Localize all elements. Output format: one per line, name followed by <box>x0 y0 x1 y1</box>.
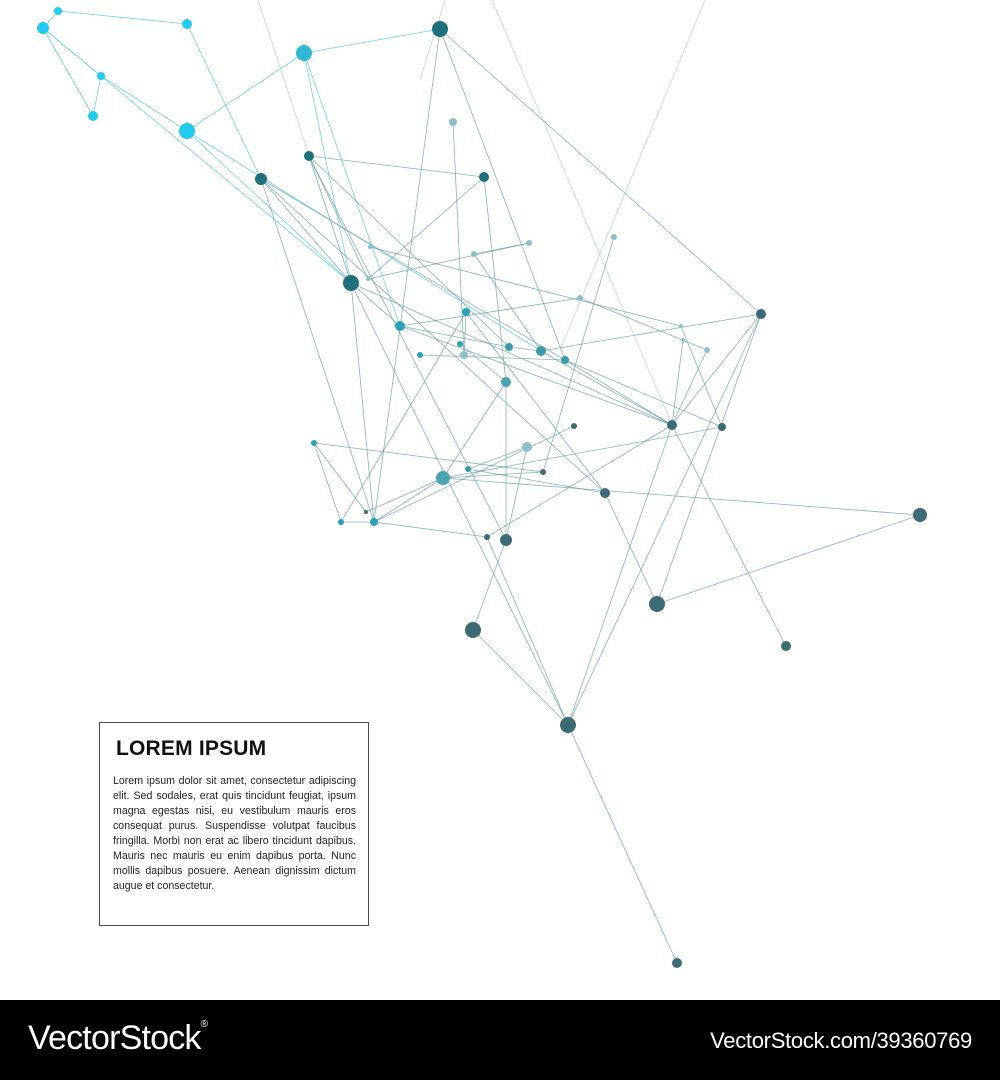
network-node <box>465 622 481 638</box>
network-edge <box>506 447 527 540</box>
network-edge <box>568 314 761 725</box>
network-edge <box>374 478 443 522</box>
network-edge <box>605 493 657 604</box>
network-edge <box>453 122 464 355</box>
network-node <box>704 347 710 353</box>
network-edge <box>672 425 786 646</box>
network-node <box>88 111 98 121</box>
network-node <box>370 518 378 526</box>
network-node <box>672 958 682 968</box>
network-node <box>681 338 685 342</box>
network-node <box>465 466 471 472</box>
network-edge <box>304 29 440 53</box>
text-box-title: LOREM IPSUM <box>116 737 267 760</box>
network-node <box>484 534 490 540</box>
network-node <box>97 72 105 80</box>
network-node <box>296 45 312 61</box>
network-node <box>255 173 267 185</box>
network-node <box>649 596 665 612</box>
network-node <box>449 118 457 126</box>
brand-logo <box>28 1019 207 1058</box>
network-edge <box>314 443 341 522</box>
network-node <box>522 442 532 452</box>
network-node <box>395 321 405 331</box>
network-node <box>479 172 489 182</box>
network-node <box>343 275 359 291</box>
network-node <box>460 351 468 359</box>
network-edge <box>468 447 527 469</box>
network-edge <box>370 247 681 326</box>
network-edge <box>101 76 187 131</box>
network-node <box>37 22 49 34</box>
network-node <box>540 469 546 475</box>
network-edge <box>309 156 506 540</box>
network-edge <box>309 156 509 347</box>
network-node <box>781 641 791 651</box>
network-edge <box>58 11 187 24</box>
network-edge <box>309 156 368 279</box>
network-node <box>913 508 927 522</box>
network-edge <box>568 425 672 725</box>
network-edge <box>187 131 541 351</box>
network-node <box>179 123 195 139</box>
network-edge <box>420 0 445 80</box>
network-node <box>54 7 62 15</box>
network-edge <box>492 0 672 425</box>
network-node <box>526 240 532 246</box>
network-edge <box>43 28 93 116</box>
network-edge <box>187 53 304 131</box>
network-edge <box>258 0 351 283</box>
network-node <box>364 510 368 514</box>
network-edge <box>341 312 466 522</box>
network-edge <box>93 76 101 116</box>
network-node <box>571 423 577 429</box>
network-edge <box>309 156 484 177</box>
network-edge <box>487 537 568 725</box>
network-edge <box>304 53 351 283</box>
network-node <box>457 341 463 347</box>
network-node <box>611 234 617 240</box>
network-edge <box>657 515 920 604</box>
network-node <box>500 534 512 546</box>
network-node <box>560 717 576 733</box>
network-edge <box>543 237 614 472</box>
network-node <box>417 352 423 358</box>
network-node <box>462 308 470 316</box>
network-edge <box>657 314 761 604</box>
network-edge <box>460 344 506 382</box>
network-edge <box>400 326 672 425</box>
network-node <box>366 277 370 281</box>
network-node <box>368 245 372 249</box>
network-edge <box>400 298 580 326</box>
network-edge <box>43 28 101 76</box>
network-edge <box>368 243 529 279</box>
network-node <box>577 295 583 301</box>
network-node <box>501 377 511 387</box>
text-box-body: Lorem ipsum dolor sit amet, consectetur adipiscing elit. Sed sodales, erat quis tincidunt feugiat, ipsum magna egestas nisi, eu vestibulum mauris eros consequat purus. Suspendisse volutpat faucibus fringilla. Morbi non erat ac libero tincidunt dapibus. Mauris nec mauris eu enim dapibus porta. Nunc mollis dapibus posuere. Aenean dignissim dictum augue et consectetur. <box>113 775 356 892</box>
network-edge <box>440 29 761 314</box>
network-node <box>338 519 344 525</box>
network-node <box>505 343 513 351</box>
network-edge <box>187 131 351 283</box>
network-edge <box>484 177 506 382</box>
network-edge <box>261 179 351 283</box>
network-node <box>304 151 314 161</box>
network-node <box>667 420 677 430</box>
image-id: VectorStock.com/39360769 <box>710 1028 972 1053</box>
network-node <box>436 471 450 485</box>
network-edge <box>443 427 722 478</box>
network-edge <box>351 283 672 425</box>
network-edge <box>568 725 677 963</box>
network-edge <box>487 425 672 537</box>
network-edge <box>368 177 484 279</box>
network-node <box>182 19 192 29</box>
network-node <box>756 309 766 319</box>
text-box <box>99 722 369 926</box>
network-node <box>471 251 477 257</box>
network-edge <box>466 312 605 493</box>
brand-name: VectorStock <box>28 1019 201 1057</box>
network-edge <box>672 340 683 425</box>
network-edge <box>261 179 565 360</box>
network-edge <box>541 314 761 351</box>
network-node <box>432 21 448 37</box>
network-edge <box>473 630 568 725</box>
network-node <box>536 346 546 356</box>
brand-registered-mark: ® <box>200 1019 208 1030</box>
network-node <box>561 356 569 364</box>
network-edge <box>473 540 506 630</box>
network-edge <box>565 360 672 425</box>
network-node <box>718 423 726 431</box>
network-node <box>311 440 317 446</box>
network-edge <box>314 443 366 512</box>
network-node <box>679 324 683 328</box>
watermark-footer <box>0 1000 1000 1080</box>
network-edge <box>474 254 541 351</box>
network-edge <box>374 522 487 537</box>
network-node <box>600 488 610 498</box>
network-edge <box>187 24 261 179</box>
